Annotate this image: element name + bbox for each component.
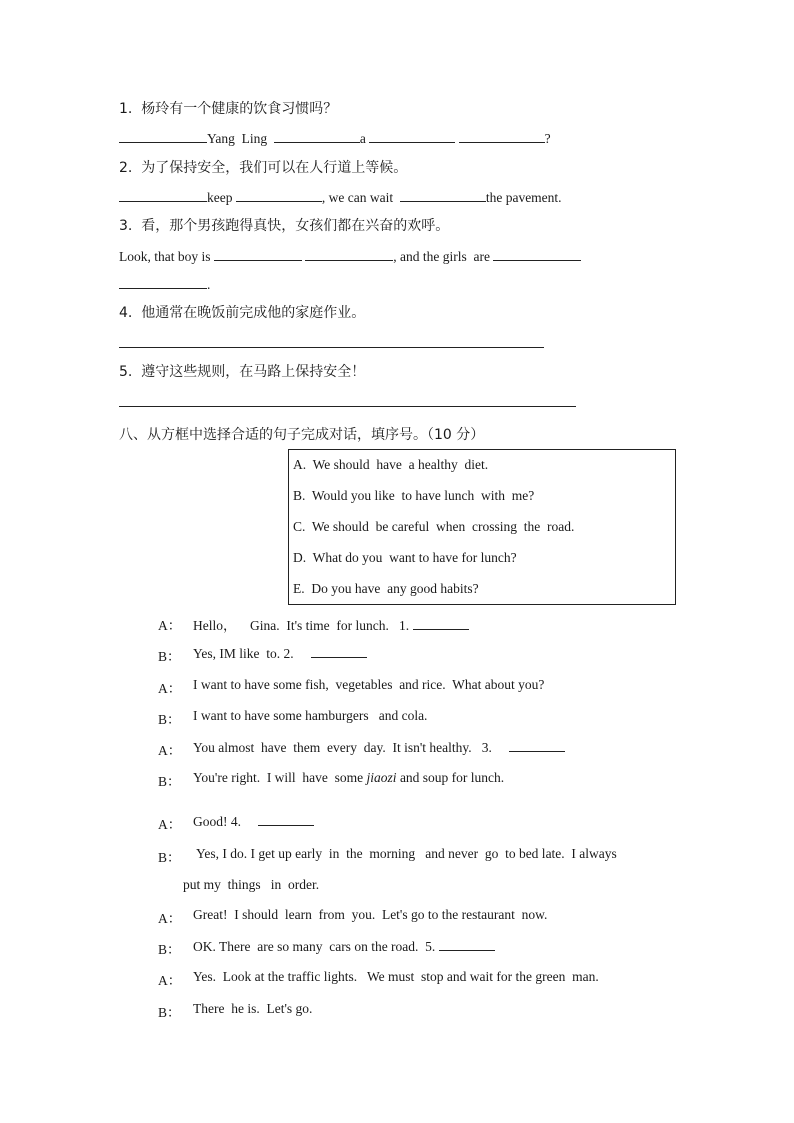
speaker-label: B： bbox=[158, 774, 181, 789]
speaker-label: B： bbox=[158, 942, 181, 957]
speaker-label: A： bbox=[158, 618, 182, 633]
dialogue-line bbox=[193, 813, 314, 830]
option-c: C. We should be careful when crossing the road. bbox=[293, 519, 575, 534]
option-d: D. What do you want to have for lunch? bbox=[293, 550, 517, 565]
options-box bbox=[288, 449, 676, 605]
dialogue-text: and soup for lunch. bbox=[396, 770, 505, 785]
dialogue-text: You almost have them every day. It isn't healthy. 3. bbox=[193, 740, 509, 755]
text-fragment: Look, that boy is bbox=[119, 249, 211, 264]
speaker-label: B： bbox=[158, 649, 181, 664]
dialogue-text: Hello， Gina. It's time for lunch. 1. bbox=[193, 618, 413, 633]
blank[interactable] bbox=[493, 248, 581, 261]
blank[interactable] bbox=[311, 645, 367, 658]
dialogue-line: Great! I should learn from you. Let's go to the restaurant now. bbox=[193, 907, 548, 922]
dialogue-line bbox=[193, 645, 367, 662]
blank[interactable] bbox=[369, 130, 455, 143]
text-fragment: . bbox=[207, 277, 211, 292]
speaker-label: B： bbox=[158, 712, 181, 727]
answer-line[interactable] bbox=[119, 347, 544, 348]
speaker-label: B： bbox=[158, 850, 181, 865]
dialogue-line bbox=[193, 938, 495, 955]
speaker-label: A： bbox=[158, 681, 182, 696]
blank[interactable] bbox=[119, 189, 207, 202]
question-3-english-cont bbox=[119, 276, 210, 293]
dialogue-line: Yes. Look at the traffic lights. We must stop and wait for the green man. bbox=[193, 969, 599, 984]
dialogue-text: OK. There are so many cars on the road. 5. bbox=[193, 939, 439, 954]
dialogue-text: Good! 4. bbox=[193, 814, 258, 829]
question-1-english bbox=[119, 130, 551, 147]
speaker-label: A： bbox=[158, 817, 182, 832]
text-fragment: ? bbox=[544, 131, 551, 146]
blank[interactable] bbox=[119, 130, 207, 143]
speaker-label: A： bbox=[158, 973, 182, 988]
blank[interactable] bbox=[305, 248, 393, 261]
speaker-label: B： bbox=[158, 1005, 181, 1020]
dialogue-line: I want to have some hamburgers and cola. bbox=[193, 708, 428, 723]
blank[interactable] bbox=[119, 276, 207, 289]
text-fragment: a bbox=[359, 131, 366, 146]
speaker-label: A： bbox=[158, 743, 182, 758]
text-fragment: , we can wait bbox=[321, 190, 394, 205]
dialogue-line bbox=[193, 614, 469, 634]
blank[interactable] bbox=[413, 617, 469, 630]
question-2-chinese: 2. 为了保持安全，我们可以在人行道上等候。 bbox=[119, 160, 408, 176]
dialogue-italic-word: jiaozi bbox=[366, 770, 397, 785]
question-5-chinese: 5. 遵守这些规则，在马路上保持安全！ bbox=[119, 364, 366, 380]
text-fragment: , and the girls are bbox=[393, 249, 490, 264]
option-a: A. We should have a healthy diet. bbox=[293, 457, 489, 472]
dialogue-line bbox=[193, 770, 504, 786]
dialogue-text: Yes, IM like to. 2. bbox=[193, 646, 311, 661]
question-3-chinese: 3. 看，那个男孩跑得真快，女孩们都在兴奋的欢呼。 bbox=[119, 218, 450, 234]
blank[interactable] bbox=[274, 130, 360, 143]
text-fragment: the pavement. bbox=[485, 190, 562, 205]
blank[interactable] bbox=[439, 938, 495, 951]
blank[interactable] bbox=[258, 813, 314, 826]
blank[interactable] bbox=[214, 248, 302, 261]
dialogue-line-continuation: put my things in order. bbox=[183, 877, 320, 892]
question-2-english bbox=[119, 189, 562, 206]
blank[interactable] bbox=[509, 739, 565, 752]
dialogue-line bbox=[193, 739, 565, 756]
section-8-title: 八、从方框中选择合适的句子完成对话，填序号。（10 分） bbox=[119, 427, 485, 443]
dialogue-line: There he is. Let's go. bbox=[193, 1001, 313, 1016]
option-e: E. Do you have any good habits? bbox=[293, 581, 479, 596]
dialogue-line: I want to have some fish, vegetables and rice. What about you? bbox=[193, 677, 545, 692]
blank[interactable] bbox=[400, 189, 486, 202]
question-4-chinese: 4. 他通常在晚饭前完成他的家庭作业。 bbox=[119, 305, 366, 321]
blank[interactable] bbox=[236, 189, 322, 202]
text-fragment: keep bbox=[207, 190, 233, 205]
blank[interactable] bbox=[459, 130, 545, 143]
text-fragment: Yang Ling bbox=[207, 131, 268, 146]
question-3-english bbox=[119, 248, 581, 265]
option-b: B. Would you like to have lunch with me? bbox=[293, 488, 535, 503]
dialogue-text: You're right. I will have some bbox=[193, 770, 367, 785]
answer-line[interactable] bbox=[119, 406, 576, 407]
question-1-chinese: 1. 杨玲有一个健康的饮食习惯吗？ bbox=[119, 101, 338, 117]
speaker-label: A： bbox=[158, 911, 182, 926]
dialogue-line: Yes, I do. I get up early in the morning and never go to bed late. I always bbox=[196, 846, 617, 861]
